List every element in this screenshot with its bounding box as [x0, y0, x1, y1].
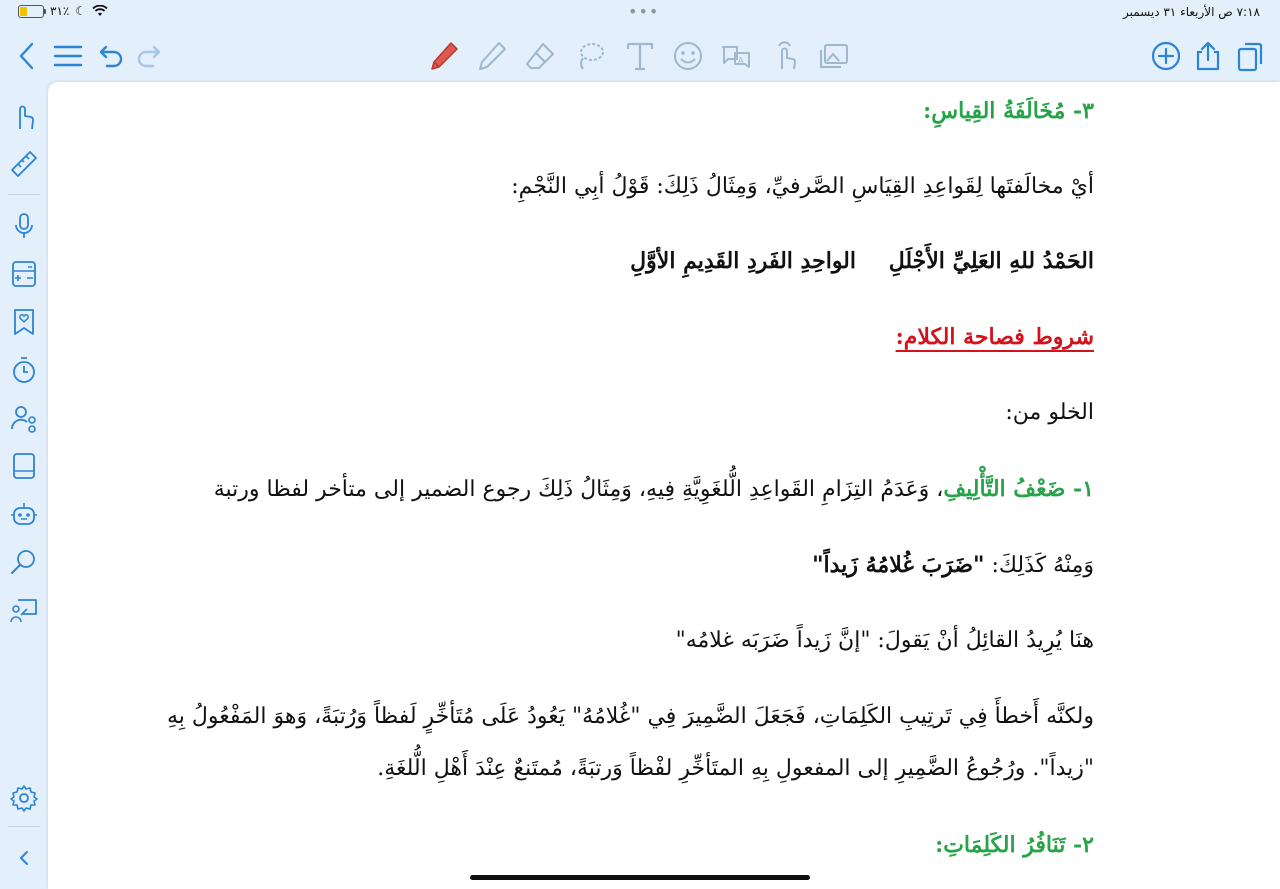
pages-button[interactable] — [1230, 36, 1270, 76]
assistant-bot-icon — [9, 499, 39, 529]
settings-icon — [9, 783, 39, 813]
pen-icon — [427, 39, 461, 73]
moon-icon: ☾ — [75, 4, 87, 18]
sidebar-divider — [8, 826, 40, 827]
toolbar — [0, 30, 1280, 82]
paragraph-analogy-example: أيْ مخالَفتَها لِقَواعِدِ القِيَاسِ الصَّرفيِّ، وَمِثَالُ ذَلِكَ: قَوْلُ أبِي النَّجْمِ: — [511, 174, 1094, 199]
heading-weak-composition: ١- ضَعْفُ التَّأْلِيفِ — [943, 476, 1094, 502]
collaborate-button[interactable] — [4, 398, 44, 438]
share-button[interactable] — [1188, 36, 1228, 76]
menu-icon — [51, 39, 85, 73]
pointer-hand-icon — [9, 101, 39, 131]
paragraph-free-from: الخلو من: — [1005, 400, 1094, 425]
image-tool[interactable] — [814, 36, 854, 76]
back-button[interactable] — [8, 36, 48, 76]
bookmarks-button[interactable] — [4, 302, 44, 342]
settings-button[interactable] — [4, 778, 44, 818]
translate-tool[interactable] — [716, 36, 756, 76]
notebook-page[interactable] — [48, 82, 1280, 889]
paragraph-example-intro — [812, 552, 1094, 578]
example-intro-text: وَمِنْهُ كَذَلِكَ: — [984, 553, 1094, 578]
paragraph-error-explanation: ولكنَّه أَخطأَ فِي تَرتِيبِ الكَلِمَاتِ، فَجَعَلَ الضَّمِيرَ فِي "غُلامُهُ" يَعُودُ عَلَى مُتَأخِّرٍ لَفظاً وَرُتبَةً، وَهوَ المَفْعُولُ بِهِ — [166, 704, 1094, 729]
translate-icon — [719, 39, 753, 73]
sidebar — [0, 82, 48, 889]
paragraph-intended-meaning: هنَا يُرِيدُ القائِلُ أنْ يَقولَ: "إنَّ زَيداً ضَرَبَه غلامُه" — [675, 628, 1094, 653]
verse-first-hemistich: الحَمْدُ للهِ العَلِيِّ الأَجْلَلِ — [888, 248, 1094, 274]
battery-percent: ٣١٪ — [50, 4, 70, 18]
record-audio-button[interactable] — [4, 206, 44, 246]
status-right-cluster — [18, 4, 108, 18]
assistant-button[interactable] — [4, 494, 44, 534]
eraser-icon — [523, 39, 557, 73]
pages-icon — [1233, 39, 1267, 73]
home-indicator[interactable] — [470, 875, 810, 880]
lasso-tool[interactable] — [570, 36, 610, 76]
microphone-icon — [9, 211, 39, 241]
text-icon — [623, 39, 657, 73]
weak-composition-text: ، وَعَدَمُ التِزَامِ القَواعِدِ الُّلغَوِيَّةِ فِيهِ، وَمِثَالُ ذَلِكَ رجوع الضمير إلى متأخر لفظا ورتبة — [213, 477, 944, 502]
sticker-icon — [671, 39, 705, 73]
sidebar-divider — [8, 194, 40, 195]
status-bar — [0, 0, 1280, 26]
undo-icon — [93, 39, 127, 73]
hand-icon — [769, 39, 803, 73]
presentation-icon — [9, 595, 39, 625]
pointer-tool-button[interactable] — [4, 96, 44, 136]
verse-second-hemistich: الواحِدِ الفَردِ القَدِيمِ الأوَّلِ — [630, 248, 856, 274]
add-page-icon — [1149, 39, 1183, 73]
pencil-tool[interactable] — [472, 36, 512, 76]
status-time: ٧:١٨ ص الأربعاء ٣١ ديسمبر — [1122, 5, 1260, 19]
paragraph-weak-composition — [214, 476, 1094, 502]
heading-analogy-violation: ٣- مُخَالَفَةُ القِياسِ: — [923, 98, 1094, 124]
presentation-button[interactable] — [4, 590, 44, 630]
collapse-chevron-icon — [9, 843, 39, 873]
pencil-icon — [475, 39, 509, 73]
collapse-sidebar-button[interactable] — [4, 838, 44, 878]
redo-button[interactable] — [130, 36, 170, 76]
battery-icon — [18, 5, 44, 18]
heading-words-dissonance: ٢- تَنَافُرُ الكَلِمَاتِ: — [935, 832, 1094, 858]
search-icon — [9, 547, 39, 577]
calculator-icon — [9, 259, 39, 289]
battery-fill — [20, 7, 27, 16]
undo-button[interactable] — [90, 36, 130, 76]
paragraph-error-conclusion: "زيداً". ورُجُوعُ الضَّمِيرِ إلى المفعولِ بِهِ المتَأخِّرِ لفْظاً وَرتبَةً، مُمتَنعٌ عِنْدَ أَهْلِ الُّلغَةِ. — [377, 756, 1094, 781]
multitask-dots[interactable]: ••• — [628, 2, 660, 21]
timer-icon — [9, 355, 39, 385]
sticker-tool[interactable] — [668, 36, 708, 76]
calculator-button[interactable] — [4, 254, 44, 294]
documents-button[interactable] — [4, 446, 44, 486]
wifi-icon — [92, 5, 108, 17]
timer-button[interactable] — [4, 350, 44, 390]
add-page-button[interactable] — [1146, 36, 1186, 76]
bookmark-icon — [9, 307, 39, 337]
search-button[interactable] — [4, 542, 44, 582]
ruler-icon — [9, 149, 39, 179]
redo-icon — [133, 39, 167, 73]
share-icon — [1191, 39, 1225, 73]
collaborate-icon — [9, 403, 39, 433]
pen-tool[interactable] — [424, 36, 464, 76]
document-icon — [9, 451, 39, 481]
text-tool[interactable] — [620, 36, 660, 76]
eraser-tool[interactable] — [520, 36, 560, 76]
image-icon — [817, 39, 851, 73]
svg-text:A: A — [738, 56, 744, 65]
heading-eloquence-conditions: شروط فصاحة الكلام: — [895, 324, 1094, 350]
lasso-icon — [573, 39, 607, 73]
hand-tool[interactable] — [766, 36, 806, 76]
ruler-button[interactable] — [4, 144, 44, 184]
menu-button[interactable] — [48, 36, 88, 76]
example-sentence: "ضَرَبَ غُلامُهُ زَيداً" — [812, 552, 985, 578]
back-chevron-icon — [11, 39, 45, 73]
